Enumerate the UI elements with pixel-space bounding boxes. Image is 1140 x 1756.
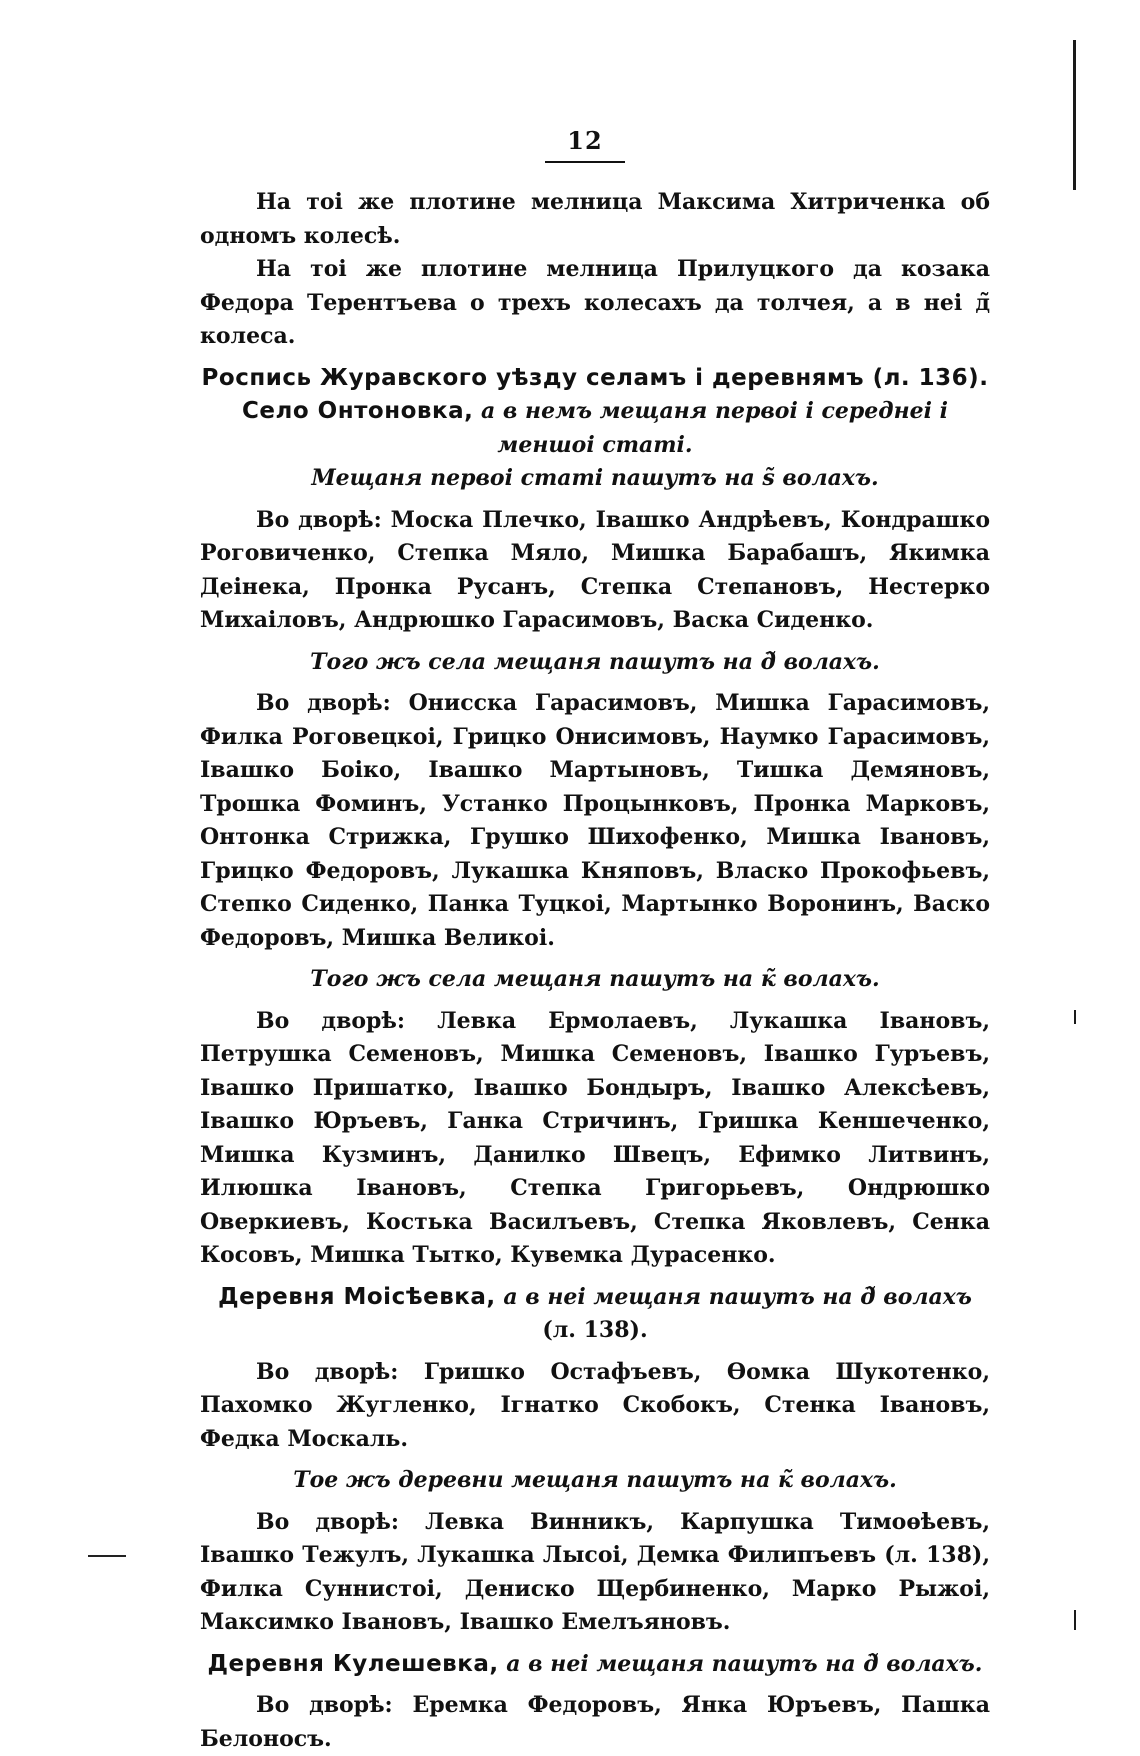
- spacer: [200, 1640, 990, 1648]
- yard-names: Моска Плечко, Івашко Андрѣевъ, Кондрашко Роговиченко, Степка Мяло, Мишка Барабашъ, Якимка Деінека, Пронка Русанъ, Степка Степановъ, Нестерко Михаіловъ, Андрюшко Гарасимовъ, Васка Сиденко.: [200, 506, 990, 633]
- caption-first-class: Мещаня первоі статі пашутъ на ѕ̃ волахъ.: [311, 465, 879, 491]
- spacer: [200, 1348, 990, 1356]
- caption-third-group: Того жъ села мещаня пашутъ на к̃ волахъ.: [310, 966, 880, 992]
- caption-village-group: Тое жъ деревни мещаня пашутъ на к̃ волахъ.: [293, 1467, 897, 1493]
- yard-list-4: [200, 1356, 990, 1457]
- yard-names: Еремка Федоровъ, Янка Юръевъ, Пашка Белоносъ.: [200, 1692, 990, 1752]
- section-heading: [200, 362, 990, 396]
- village-title: Деревня Кулешевка,: [207, 1650, 499, 1677]
- yard-intro: Во дворѣ:: [256, 1007, 406, 1034]
- yard-intro: Во дворѣ:: [256, 1358, 399, 1385]
- paragraph-mill-2: На тоі же плотине мелница Прилуцкого да козака Федора Терентъева о трехъ колесахъ да толчея, а в неі д̃ колеса.: [200, 256, 990, 349]
- yard-intro: Во дворѣ:: [256, 506, 382, 533]
- scan-edge-mark: [1074, 1610, 1076, 1630]
- yard-intro: Во дворѣ:: [256, 690, 391, 716]
- village-title: Деревня Моісѣевка,: [218, 1283, 496, 1310]
- village-ref: (л. 138).: [542, 1317, 648, 1343]
- spacer: [200, 1681, 990, 1689]
- text-column: [200, 186, 990, 1756]
- yard-names: Левка Ермолаевъ, Лукашка Івановъ, Петрушка Семеновъ, Мишка Семеновъ, Івашко Гуръевъ, Івашко Пришатко, Івашко Бондыръ, Івашко Алексѣевъ, Івашко Юръевъ, Ганка Стричинъ, Гришка Кеншеченко, Мишка Кузминъ, Данилко Швецъ, Ефимко Литвинъ, Илюшка Івановъ, Степка Григорьевъ, Ондрюшко Оверкиевъ, Костька Василъевъ, Степка Яковлевъ, Сенка Косовъ, Мишка Тытко, Кувемка Дурасенко.: [200, 1007, 990, 1268]
- margin-dash: [88, 1555, 126, 1557]
- spacer: [200, 496, 990, 504]
- yard-names: Гришко Остафъевъ, Ѳомка Шукотенко, Пахомко Жугленко, Ігнатко Скобокъ, Стенка Івановъ, Федка Москаль.: [200, 1358, 990, 1452]
- spacer: [200, 1456, 990, 1464]
- yard-intro: Во дворѣ:: [256, 1692, 393, 1718]
- spacer: [200, 1273, 990, 1281]
- yard-list-1: [200, 504, 990, 638]
- spacer: [200, 638, 990, 646]
- village-heading-kuleshevka: [200, 1648, 990, 1682]
- scan-edge-mark: [1074, 1010, 1076, 1024]
- spacer: [200, 1498, 990, 1506]
- village-title: Село Онтоновка,: [242, 398, 474, 424]
- yard-names: Левка Винникъ, Карпушка Тимоѳѣевъ, Івашко Тежулъ, Лукашка Лысоі, Демка Филипъевъ (л. 138), Филка Суннистоі, Дениско Щербиненко, Марко Рыжоі, Максимко Івановъ, Івашко Емелъяновъ.: [200, 1508, 990, 1635]
- page-number: 12: [545, 126, 624, 163]
- yard-list-2: [200, 687, 990, 955]
- yard-list-3: [200, 1005, 990, 1273]
- paragraph-mill-1: На тоі же плотине мелница Максима Хитриченка об одномъ колесѣ.: [200, 189, 990, 249]
- section-heading-text: Роспись Журавского уѣзду селамъ і деревнямъ (л. 136).: [201, 364, 989, 391]
- caption-second-group: Того жъ села мещаня пашутъ на д̃ волахъ.: [310, 648, 880, 675]
- village-note: а в неі мещаня пашутъ на д̃ волахъ.: [506, 1650, 983, 1677]
- village-note: а в немъ мещаня первоі і середнеі і меншоі статі.: [481, 398, 948, 458]
- spacer: [200, 955, 990, 963]
- spacer: [200, 354, 990, 362]
- yard-list-5: [200, 1506, 990, 1640]
- yard-list-6: [200, 1689, 990, 1756]
- village-heading-ontonovka: [200, 395, 990, 462]
- village-note: а в неі мещаня пашутъ на д̃ волахъ: [503, 1283, 972, 1310]
- page-header: [0, 126, 1140, 163]
- scan-edge-mark: [1073, 40, 1076, 190]
- yard-names: Онисска Гарасимовъ, Мишка Гарасимовъ, Филка Роговецкоі, Грицко Онисимовъ, Наумко Гарасимовъ, Івашко Боіко, Івашко Мартыновъ, Тишка Демяновъ, Трошка Фоминъ, Устанко Процынковъ, Пронка Марковъ, Онтонка Стрижка, Грушко Шихофенко, Мишка Івановъ, Грицко Федоровъ, Лукашка Княповъ, Власко Прокофьевъ, Степко Сиденко, Панка Туцкоі, Мартынко Воронинъ, Васко Федоровъ, Мишка Великоі.: [200, 690, 990, 951]
- yard-intro: Во дворѣ:: [256, 1508, 399, 1535]
- village-heading-moiseevka: [200, 1281, 990, 1348]
- spacer: [200, 679, 990, 687]
- spacer: [200, 997, 990, 1005]
